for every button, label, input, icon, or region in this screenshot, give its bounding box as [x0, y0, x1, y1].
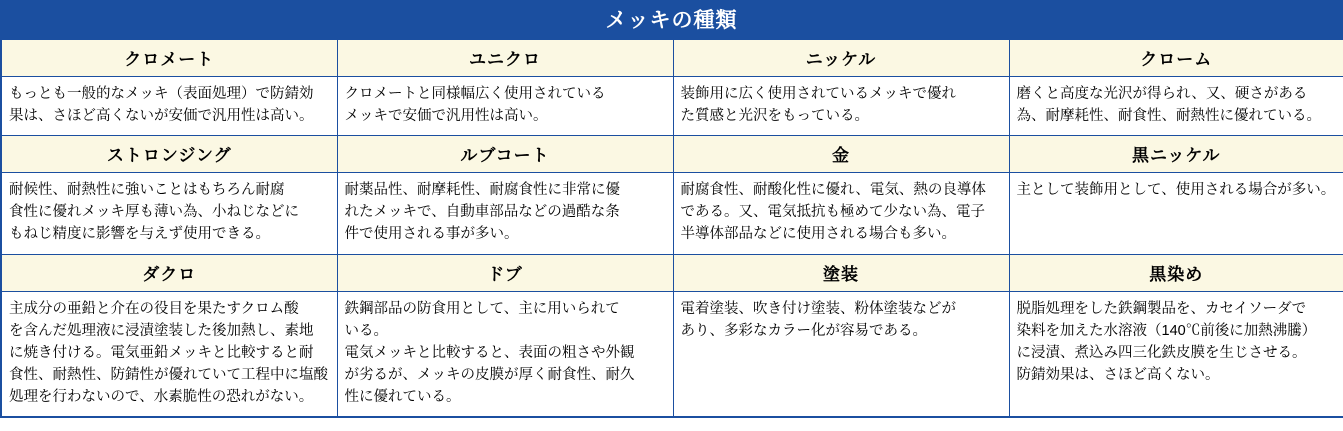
cell-line: た質感と光沢をもっている。 — [680, 108, 869, 125]
cell-line: に浸漬、煮込み四三化鉄皮膜を生じさせる。 — [1016, 345, 1307, 362]
cell-line: 主として装飾用として、使用される場合が多い。 — [1016, 182, 1336, 199]
table-row — [1, 77, 1343, 136]
table-cell — [337, 292, 673, 418]
cell-line: 耐腐食性、耐酸化性に優れ、電気、熱の良導体 — [680, 182, 986, 199]
cell-line: 処理を行わないので、水素脆性の恐れがない。 — [9, 389, 314, 406]
column-header-cell: ストロンジング — [1, 136, 337, 173]
plating-types-table — [0, 38, 1343, 418]
table-cell — [673, 173, 1009, 255]
cell-line: 装飾用に広く使用されているメッキで優れ — [680, 86, 956, 102]
cell-line: 電気メッキと比較すると、表面の粗さや外観 — [344, 345, 635, 362]
column-header-cell: ルブコート — [337, 136, 673, 173]
column-header-cell: 金 — [673, 136, 1009, 173]
cell-line: 鉄鋼部品の防食用として、主に用いられて — [344, 301, 620, 318]
table-header-row — [1, 136, 1343, 173]
column-header-cell: 黒ニッケル — [1009, 136, 1343, 173]
cell-line: である。又、電気抵抗も極めて少ない為、電子 — [680, 204, 985, 221]
table-header-row — [1, 255, 1343, 292]
cell-line: 防錆効果は、さほど高くない。 — [1016, 367, 1220, 384]
table-cell — [673, 292, 1009, 418]
table-cell — [1009, 173, 1343, 255]
cell-line: れたメッキで、自動車部品などの過酷な条 — [344, 204, 620, 221]
cell-line: 耐薬品性、耐摩耗性、耐腐食性に非常に優 — [344, 182, 620, 199]
table-header-row — [1, 39, 1343, 77]
table-cell — [337, 77, 673, 136]
column-header-cell: ニッケル — [673, 39, 1009, 77]
cell-line: 果は、さほど高くないが安価で汎用性は高い。 — [9, 108, 314, 125]
cell-line: 食性、耐熱性、防錆性が優れていて工程中に塩酸 — [9, 367, 328, 384]
table-cell — [1, 173, 337, 255]
cell-line: 食性に優れメッキ厚も薄い為、小ねじなどに — [9, 204, 299, 221]
cell-line: が劣るが、メッキの皮膜が厚く耐食性、耐久 — [344, 367, 635, 384]
cell-line: 半導体部品などに使用される場合も多い。 — [680, 226, 956, 243]
table-cell — [1009, 77, 1343, 136]
cell-line: 電着塗装、吹き付け塗装、粉体塗装などが — [680, 301, 956, 318]
cell-line: メッキで安価で汎用性は高い。 — [344, 108, 548, 125]
cell-line: もねじ精度に影響を与えず使用できる。 — [9, 226, 270, 243]
table-cell — [337, 173, 673, 255]
table-cell — [1, 292, 337, 418]
column-header-cell: 塗装 — [673, 255, 1009, 292]
cell-line: いる。 — [344, 323, 388, 340]
cell-line: 件で使用される事が多い。 — [344, 226, 519, 243]
cell-line: 主成分の亜鉛と介在の役目を果たすクロム酸 — [9, 301, 299, 318]
page-title-text: メッキの種類 — [605, 9, 738, 32]
column-header-cell: 黒染め — [1009, 255, 1343, 292]
cell-line: 耐候性、耐熱性に強いことはもちろん耐腐 — [9, 182, 285, 199]
column-header-cell: ユニクロ — [337, 39, 673, 77]
cell-line: を含んだ処理液に浸漬塗装した後加熱し、素地 — [9, 323, 314, 340]
table-cell — [1009, 292, 1343, 418]
cell-line: もっとも一般的なメッキ（表面処理）で防錆効 — [9, 86, 314, 102]
column-header-cell: クロメート — [1, 39, 337, 77]
column-header-cell: ダクロ — [1, 255, 337, 292]
cell-line: クロメートと同様幅広く使用されている — [344, 86, 606, 102]
table-cell — [1, 77, 337, 136]
cell-line: 性に優れている。 — [344, 389, 461, 406]
cell-line: 磨くと高度な光沢が得られ、又、硬さがある — [1016, 86, 1308, 102]
cell-line: に焼き付ける。電気亜鉛メッキと比較すると耐 — [9, 345, 314, 362]
page-title — [0, 0, 1343, 38]
table-row — [1, 173, 1343, 255]
column-header-cell: ドブ — [337, 255, 673, 292]
cell-line: 為、耐摩耗性、耐食性、耐熱性に優れている。 — [1016, 108, 1321, 125]
cell-line: あり、多彩なカラー化が容易である。 — [680, 323, 927, 340]
table-row — [1, 292, 1343, 418]
cell-line: 染料を加えた水溶液（140℃前後に加熱沸騰） — [1016, 323, 1317, 340]
table-cell — [673, 77, 1009, 136]
cell-line: 脱脂処理をした鉄鋼製品を、カセイソーダで — [1016, 301, 1307, 318]
column-header-cell: クローム — [1009, 39, 1343, 77]
